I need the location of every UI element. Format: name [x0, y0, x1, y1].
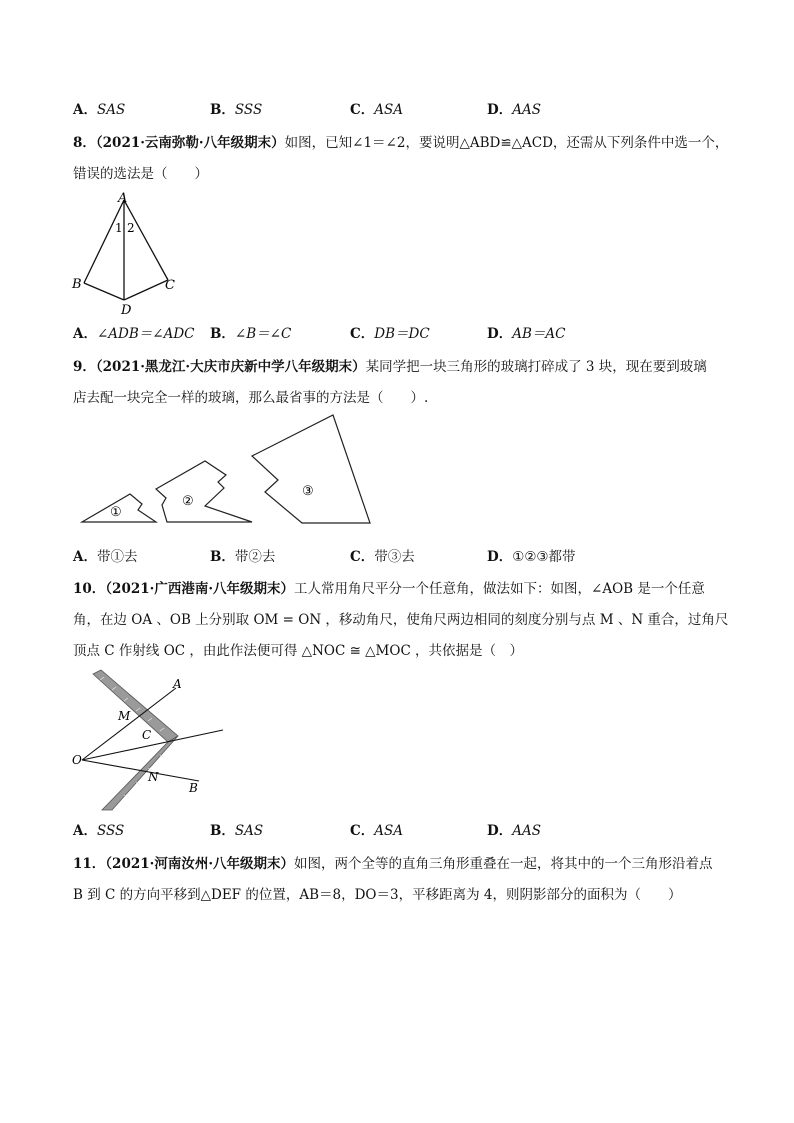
q10-option-b: B．SAS	[210, 823, 264, 839]
q9-option-c: C．带③去	[350, 549, 415, 565]
q8-line2: 错误的选法是（ ）	[73, 166, 208, 182]
q9-option-b: B．带②去	[210, 549, 276, 565]
q10-label-b: B	[189, 781, 198, 795]
q8-label-angle1: 1	[115, 221, 123, 235]
q8-line1: 8．（2021·云南弥勒·八年级期末）如图，已知∠1＝∠2，要说明△ABD≌△ACD，还需从下列条件中选一个，	[73, 135, 729, 151]
q10-option-a: A．SSS	[73, 823, 125, 839]
q10-label-a: A	[173, 677, 182, 691]
q8-label-a: A	[118, 191, 128, 206]
q10-label-o: O	[72, 753, 82, 767]
q8-label-c: C	[165, 278, 175, 293]
q9-piece-2	[156, 461, 252, 522]
q9-label-2: ②	[182, 494, 194, 509]
q8-label-b: B	[72, 277, 82, 292]
q10-ruler-upper-arm	[93, 670, 178, 742]
q10-option-c: C．ASA	[350, 823, 403, 839]
q9-option-a: A．带①去	[73, 549, 138, 565]
q9-label-3: ③	[302, 484, 314, 499]
q11-line1: 11．（2021·河南汝州·八年级期末）如图，两个全等的直角三角形重叠在一起，将其中的一个三角形沿着点	[73, 856, 713, 872]
q7-option-d: D．AAS	[487, 102, 541, 118]
q8-option-d: D．AB＝AC	[487, 326, 566, 342]
q10-line1: 10．（2021·广西港南·八年级期末）工人常用角尺平分一个任意角，做法如下：如图，∠AOB 是一个任意	[73, 581, 705, 597]
q7-option-b: B．SSS	[210, 102, 263, 118]
q10-label-n: N	[148, 770, 159, 784]
q9-line2: 店去配一块完全一样的玻璃，那么最省事的方法是（ ）.	[73, 390, 429, 406]
q7-option-c: C．ASA	[350, 102, 403, 118]
q9-piece-3	[252, 415, 370, 523]
q11-line2: B 到 C 的方向平移到△DEF 的位置，AB＝8，DO＝3，平移距离为 4，则阴影部分的面积为（ ）	[73, 887, 682, 903]
q9-line1: 9．（2021·黑龙江·大庆市庆新中学八年级期末）某同学把一块三角形的玻璃打碎成了 3 块，现在要到玻璃	[73, 359, 707, 375]
q8-label-angle2: 2	[127, 221, 135, 235]
q10-ray-oc	[82, 730, 223, 760]
q10-label-m: M	[118, 709, 131, 723]
q9-figure	[76, 412, 376, 526]
q8-figure	[66, 190, 196, 316]
q8-option-b: B．∠B＝∠C	[210, 326, 292, 342]
q10-label-c: C	[142, 728, 152, 742]
q10-line2: 角，在边 OA 、OB 上分别取 OM = ON ，移动角尺，使角尺两边相同的刻度分别与点 M 、N 重合，过角尺	[73, 612, 729, 628]
q7-option-a: A．SAS	[73, 102, 126, 118]
q10-figure	[68, 668, 228, 812]
q8-option-a: A．∠ADB＝∠ADC	[73, 326, 195, 342]
q10-line3: 顶点 C 作射线 OC ，由此作法便可得 △NOC ≅ △MOC ，共依据是（ ）	[73, 643, 524, 659]
q10-option-d: D．AAS	[487, 823, 541, 839]
q8-option-c: C．DB＝DC	[350, 326, 430, 342]
q8-label-d: D	[121, 303, 132, 316]
q9-option-d: D．①②③都带	[487, 549, 576, 565]
q9-label-1: ①	[110, 505, 122, 520]
